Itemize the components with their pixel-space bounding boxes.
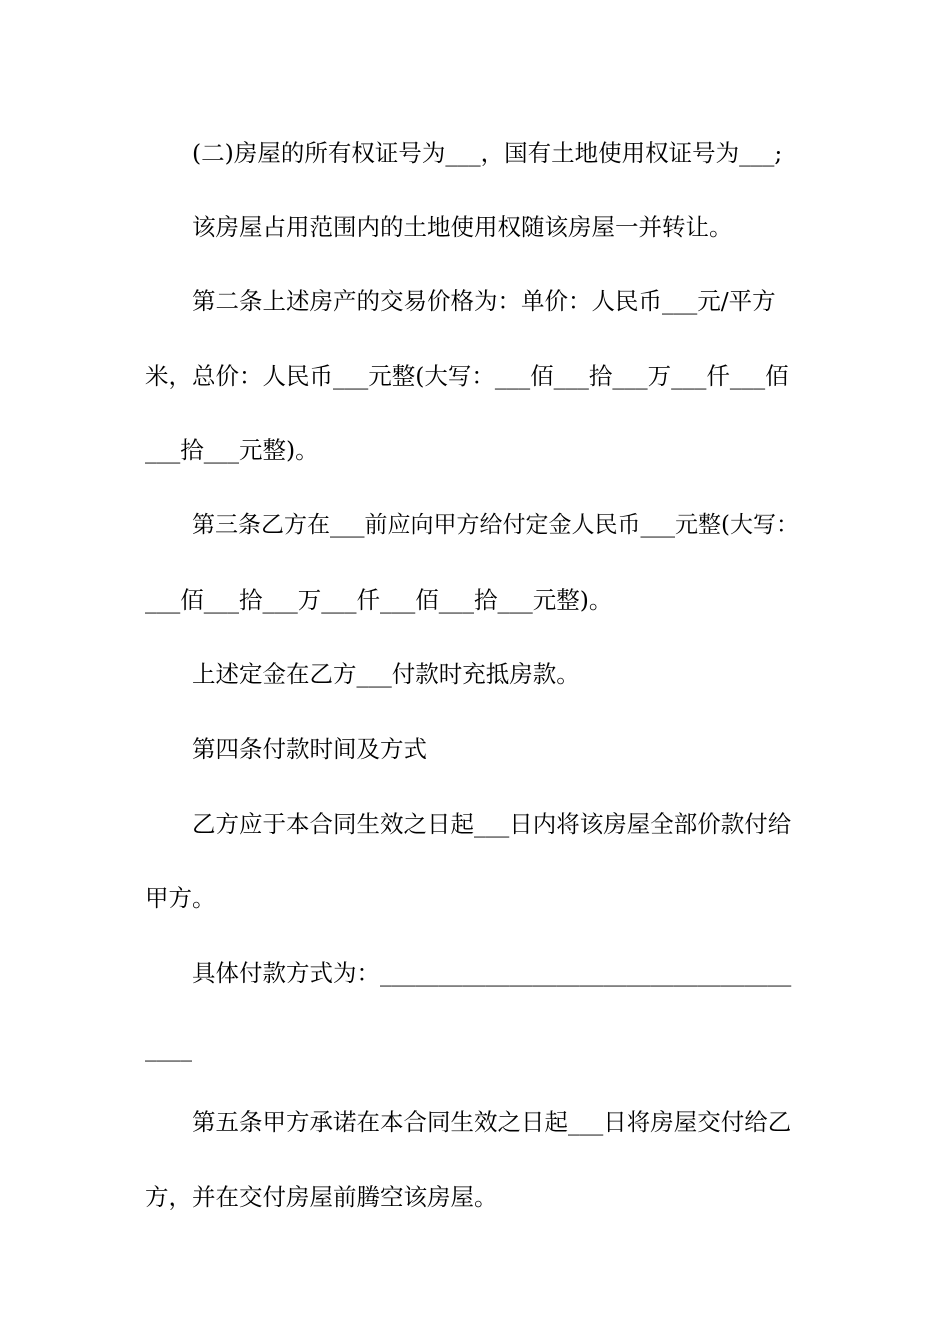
text-line: ___拾___元整)。 [145,436,319,464]
text-line: 乙方应于本合同生效之日起___日内将该房屋全部价款付给 [192,810,792,838]
text-line: ____ [145,1034,192,1062]
text-line: 米，总价：人民币___元整(大写：___佰___拾___万___仟___佰 [145,362,789,390]
text-line: 第二条上述房产的交易价格为：单价：人民币___元/平方 [192,287,776,315]
text-line: ___佰___拾___万___仟___佰___拾___元整)。 [145,586,613,614]
text-line: 方，并在交付房屋前腾空该房屋。 [145,1183,498,1211]
text-line: 该房屋占用范围内的土地使用权随该房屋一并转让。 [192,213,733,241]
text-line: (二)房屋的所有权证号为___，国有土地使用权证号为___; [192,139,783,167]
text-line: 具体付款方式为：___________________________________ [192,959,792,987]
text-line: 第四条付款时间及方式 [192,735,427,763]
text-line: 第五条甲方承诺在本合同生效之日起___日将房屋交付给乙 [192,1108,792,1136]
text-line: 上述定金在乙方___付款时充抵房款。 [192,660,580,688]
text-line: 第三条乙方在___前应向甲方给付定金人民币___元整(大写： [192,512,799,538]
text-line: 甲方。 [145,884,216,912]
